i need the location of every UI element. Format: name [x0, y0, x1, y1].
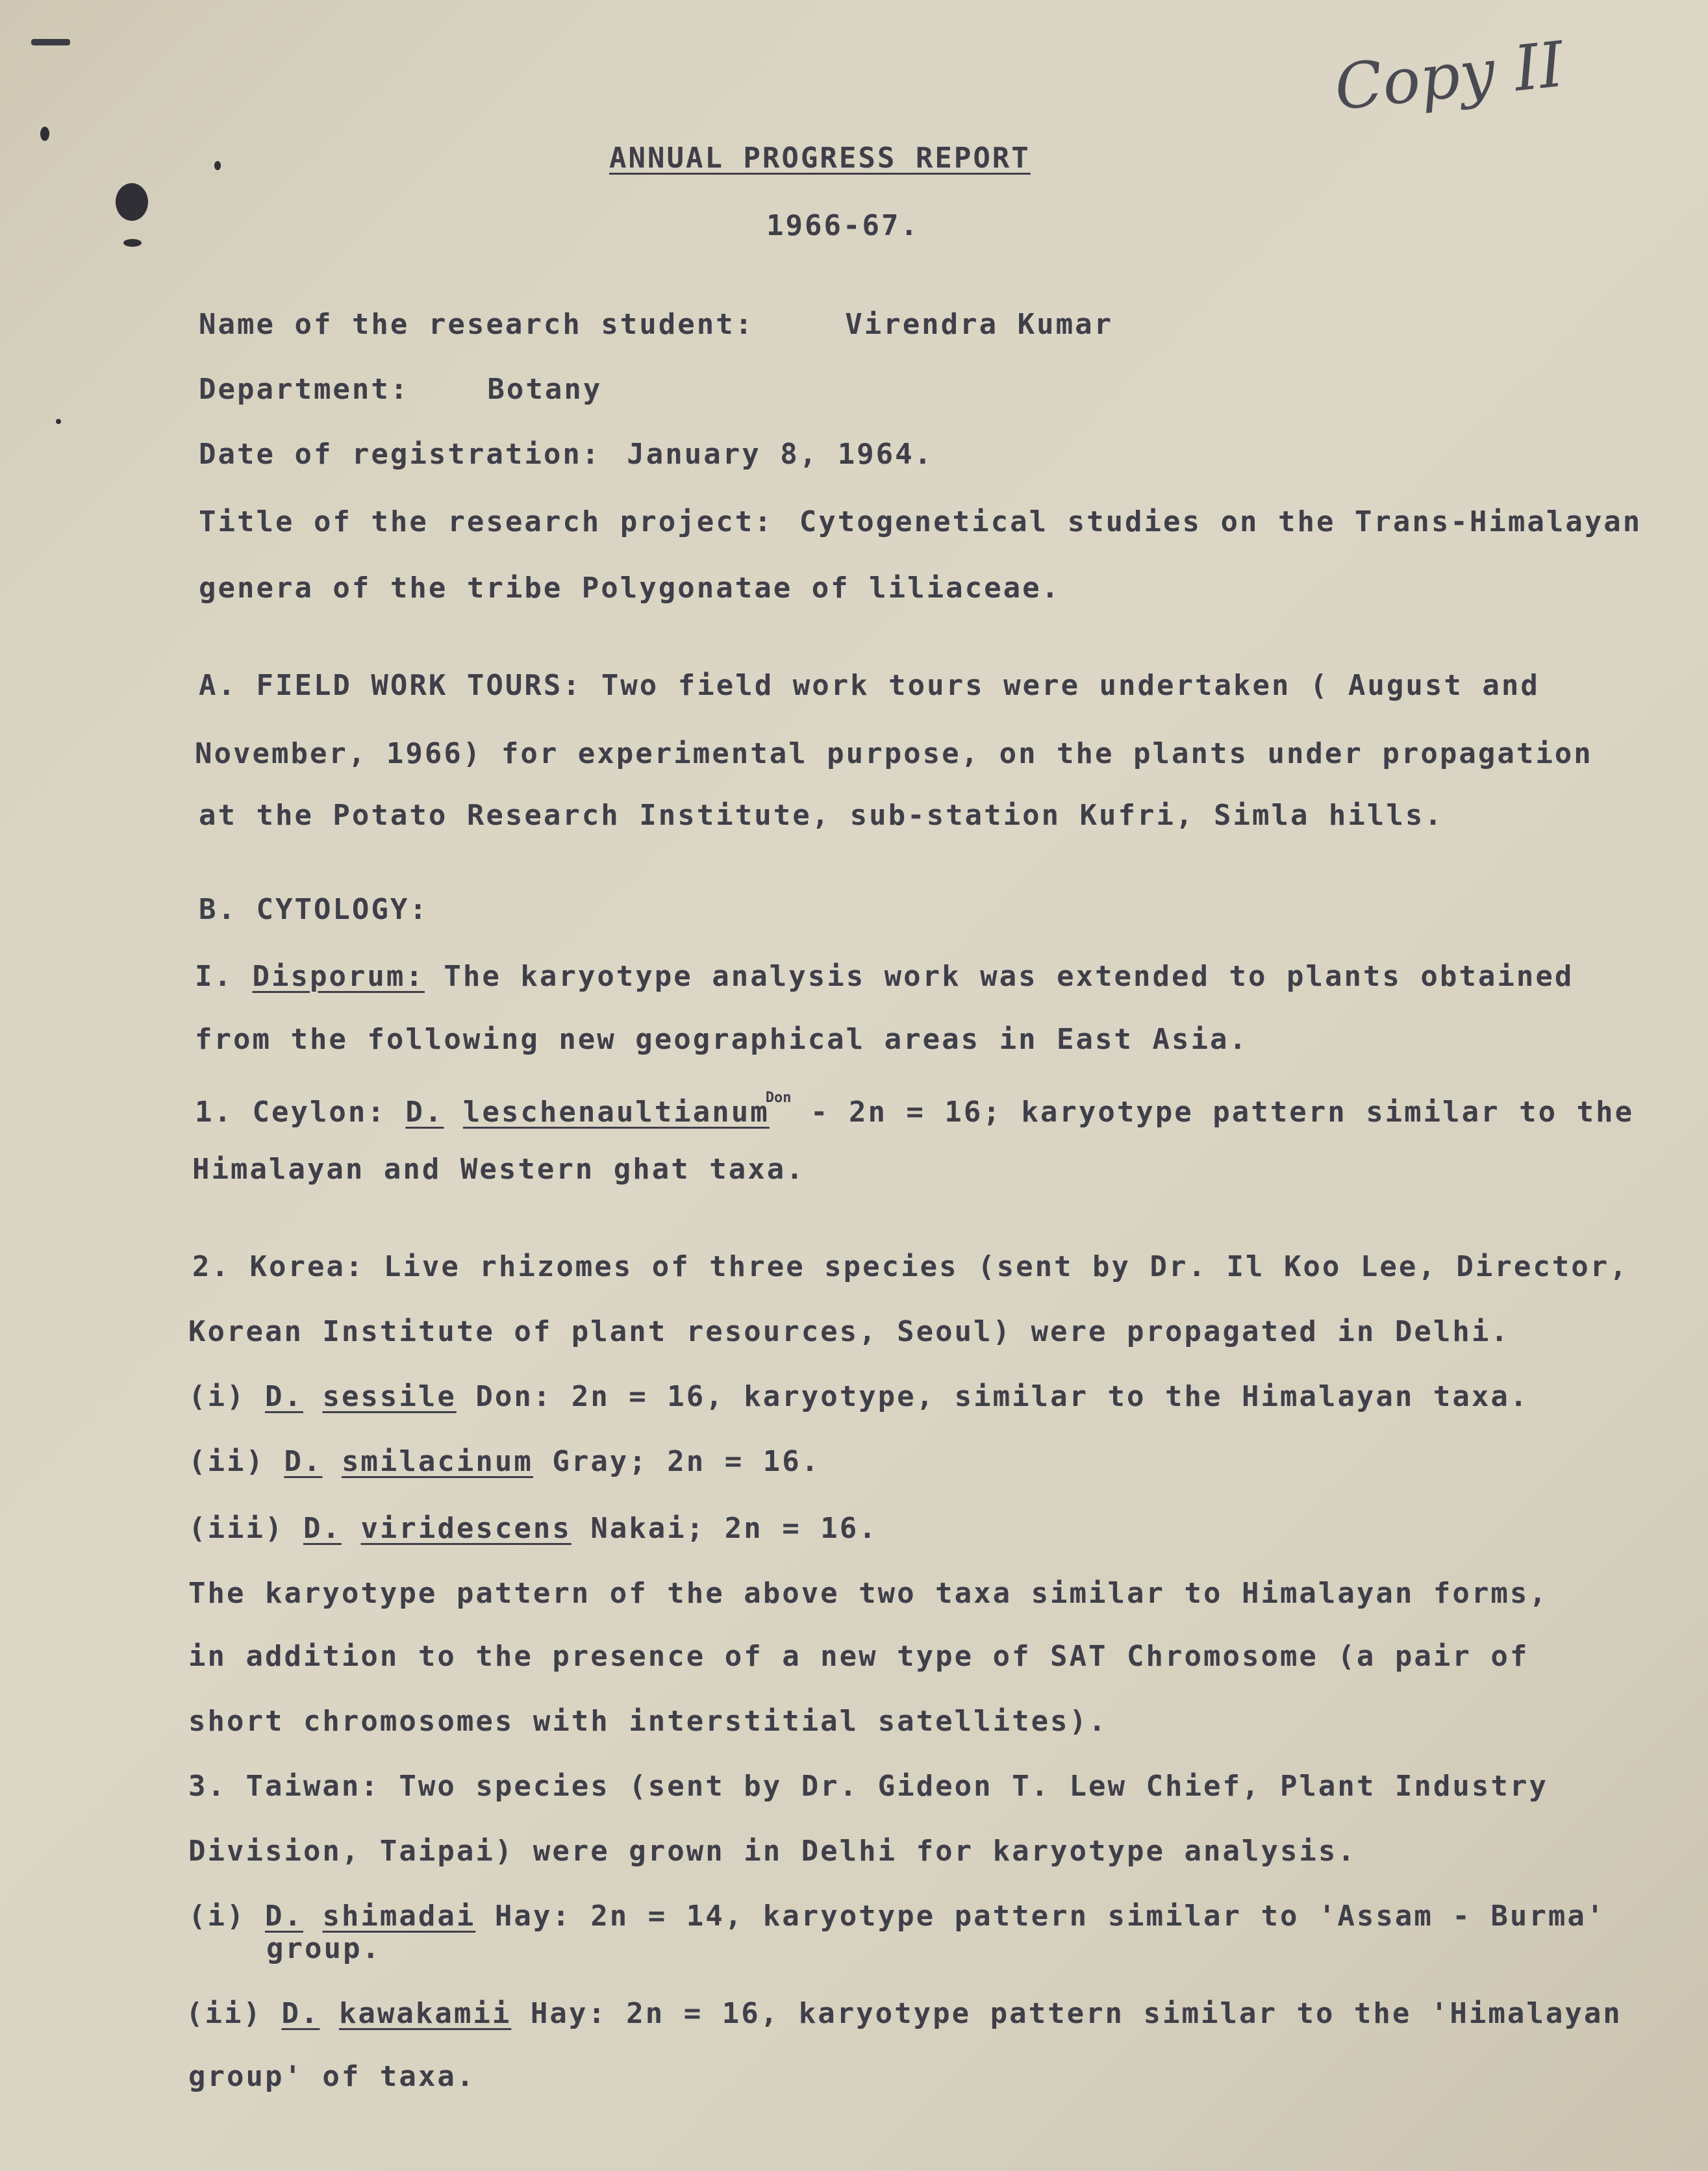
korea-item-2-prefix: (ii) — [188, 1445, 284, 1478]
korea-item-1-genus: D. — [264, 1380, 303, 1413]
disporum-line-1 — [195, 960, 1574, 993]
student-name-row — [199, 308, 1113, 341]
project-title-value: Cytogenetical studies on the Trans-Himalayan — [799, 505, 1642, 538]
taiwan-item-1-text: Hay: 2n = 14, karyotype pattern similar to 'Assam - Burma' — [475, 1900, 1606, 1933]
field-work-line-2: November, 1966) for experimental purpose, on the plants under propagation — [195, 737, 1593, 770]
korea-note-line-3: short chromosomes with interstitial satellites). — [188, 1705, 1108, 1738]
taiwan-item-2-text: Hay: 2n = 16, karyotype pattern similar to the 'Himalayan — [511, 1997, 1622, 2030]
taiwan-item-1 — [188, 1900, 1605, 1933]
korea-item-1-prefix: (i) — [188, 1380, 265, 1413]
student-value: Virendra Kumar — [845, 308, 1114, 341]
taiwan-item-2-prefix: (ii) — [186, 1997, 282, 2030]
cytology-heading: B. CYTOLOGY: — [199, 893, 429, 926]
report-year: 1966-67. — [766, 209, 920, 242]
ink-speck — [56, 419, 61, 424]
korea-item-3-genus: D. — [303, 1512, 342, 1545]
ceylon-genus: D. — [405, 1096, 444, 1129]
field-work-line-3: at the Potato Research Institute, sub-station Kufri, Simla hills. — [199, 799, 1444, 832]
disporum-text: The karyotype analysis work was extended to plants obtained — [424, 960, 1574, 993]
department-value: Botany — [487, 373, 603, 406]
project-title-continued: genera of the tribe Polygonatae of liliaceae. — [199, 571, 1061, 605]
department-row — [199, 373, 602, 406]
taiwan-item-1-species: shimadai — [322, 1900, 476, 1933]
registration-row — [199, 438, 933, 471]
korea-line-2: Korean Institute of plant resources, Seoul) were propagated in Delhi. — [188, 1315, 1510, 1348]
taiwan-item-1-prefix: (i) — [188, 1900, 265, 1933]
korea-item-1-species: sessile — [322, 1380, 457, 1413]
report-title: ANNUAL PROGRESS REPORT — [609, 142, 1031, 175]
korea-item-2-genus: D. — [284, 1445, 323, 1478]
korea-item-3-prefix: (iii) — [188, 1512, 303, 1545]
taiwan-item-2 — [186, 1997, 1622, 2030]
field-work-line-1 — [199, 669, 1540, 702]
ink-speck — [123, 239, 142, 247]
ceylon-line-1 — [195, 1090, 1634, 1129]
registration-label: Date of registration: — [199, 438, 601, 471]
ink-speck — [214, 161, 221, 170]
taiwan-item-2-continued: group' of taxa. — [188, 2060, 476, 2093]
taiwan-line-1: 3. Taiwan: Two species (sent by Dr. Gideon T. Lew Chief, Plant Industry — [188, 1770, 1548, 1803]
ink-speck — [40, 127, 49, 141]
korea-item-3-text: Nakai; 2n = 16. — [571, 1512, 878, 1545]
punch-hole-mark — [116, 183, 148, 221]
korea-item-2 — [188, 1445, 820, 1478]
taiwan-item-1-genus: D. — [264, 1900, 303, 1933]
disporum-line-2: from the following new geographical areas in East Asia. — [195, 1023, 1248, 1056]
ceylon-text: - 2n = 16; karyotype pattern similar to the — [791, 1096, 1635, 1129]
disporum-prefix: I. — [195, 960, 253, 993]
registration-value: January 8, 1964. — [627, 438, 934, 471]
project-title-label: Title of the research project: — [199, 505, 773, 538]
ceylon-species: leschenaultianum — [462, 1096, 770, 1129]
ceylon-author: Don — [765, 1090, 792, 1106]
korea-item-3 — [188, 1512, 878, 1545]
korea-note-line-1: The karyotype pattern of the above two taxa similar to Himalayan forms, — [188, 1577, 1548, 1610]
field-work-heading: A. FIELD WORK TOURS: — [199, 669, 582, 702]
taiwan-item-2-genus: D. — [281, 1997, 320, 2030]
taiwan-item-1-continued: group. — [266, 1932, 381, 1965]
ceylon-prefix: 1. Ceylon: — [195, 1096, 406, 1129]
project-title-row — [199, 505, 1642, 538]
taiwan-item-2-species: kawakamii — [338, 1997, 512, 2030]
korea-item-3-species: viridescens — [360, 1512, 571, 1545]
korea-item-2-text: Gray; 2n = 16. — [533, 1445, 821, 1478]
korea-item-1 — [188, 1380, 1529, 1413]
korea-item-2-species: smilacinum — [341, 1445, 533, 1478]
ceylon-line-2: Himalayan and Western ghat taxa. — [192, 1153, 805, 1186]
student-label: Name of the research student: — [199, 308, 755, 341]
ink-speck — [31, 39, 70, 45]
disporum-genus: Disporum: — [252, 960, 425, 993]
korea-note-line-2: in addition to the presence of a new type of SAT Chromosome (a pair of — [188, 1640, 1529, 1673]
korea-item-1-text: Don: 2n = 16, karyotype, similar to the Himalayan taxa. — [456, 1380, 1529, 1413]
department-label: Department: — [199, 373, 410, 406]
taiwan-line-2: Division, Taipai) were grown in Delhi for karyotype analysis. — [188, 1835, 1357, 1868]
field-work-text: Two field work tours were undertaken ( August and — [601, 669, 1540, 702]
korea-line-1: 2. Korea: Live rhizomes of three species (sent by Dr. Il Koo Lee, Director, — [192, 1250, 1629, 1283]
handwritten-copy-note: Copy II — [1331, 28, 1568, 125]
